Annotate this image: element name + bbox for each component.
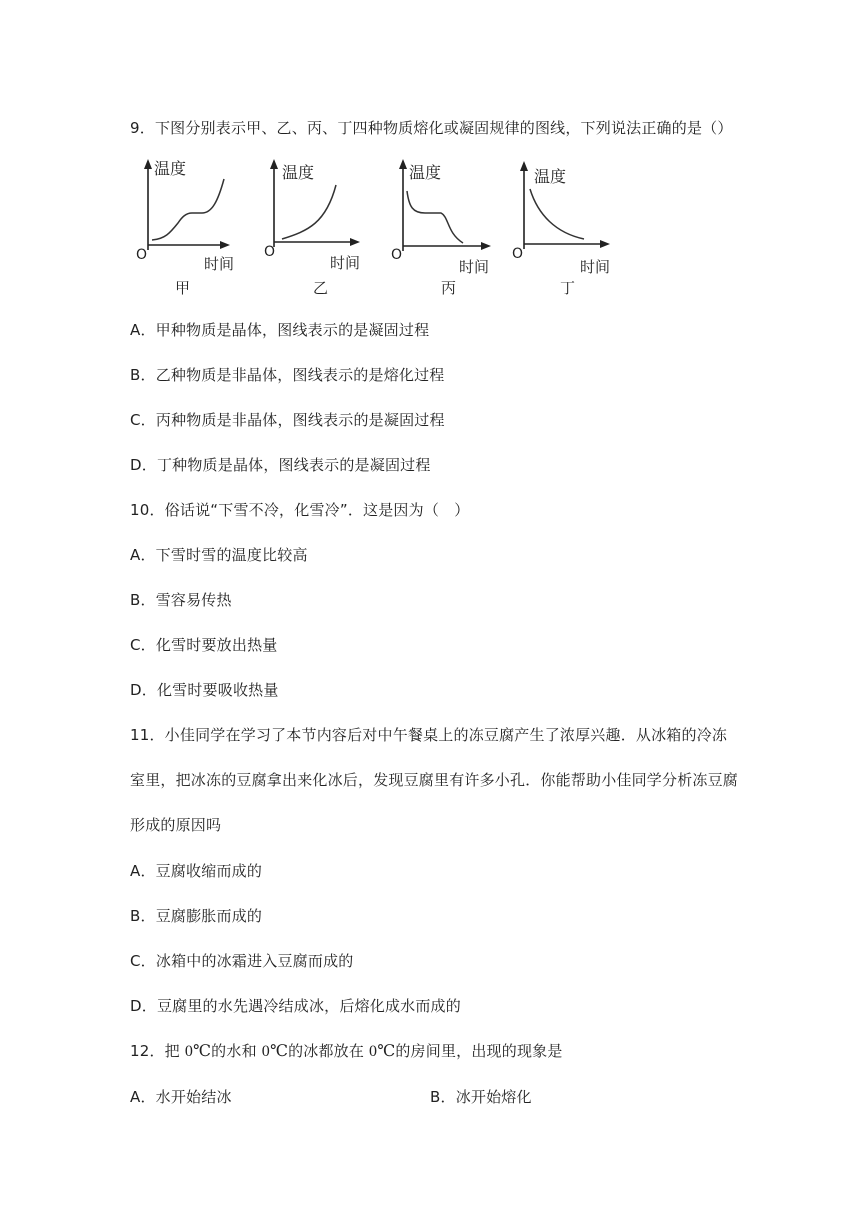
q11-option-d[interactable]: D．豆腐里的水先遇冷结成冰，后熔化成水而成的 [130,997,461,1015]
graph-yi-svg [258,155,378,275]
q11-option-b[interactable]: B．豆腐膨胀而成的 [130,907,263,925]
q12-temp-1: 0℃ [184,1043,212,1060]
q10-option-c[interactable]: C．化雪时要放出热量 [130,636,278,654]
graph-bing-xlabel: 时间 [459,258,490,276]
q12-stem [130,1041,563,1062]
q12-option-a[interactable]: A．水开始结冰 [130,1088,232,1106]
graph-ding-caption: 丁 [560,279,576,297]
graph-yi [258,155,378,279]
graph-ding [508,155,628,284]
graph-jia-caption: 甲 [175,279,191,297]
graph-yi-caption: 乙 [313,279,329,297]
q12-stem-part-3: 的冰都放在 [288,1042,370,1060]
q9-option-d[interactable]: D．丁种物质是晶体，图线表示的是凝固过程 [130,456,431,474]
q11-option-c[interactable]: C．冰箱中的冰霜进入豆腐而成的 [130,952,354,970]
q10-option-b[interactable]: B．雪容易传热 [130,591,232,609]
q12-stem-part-2: 的水和 [211,1042,262,1060]
q10-option-d[interactable]: D．化雪时要吸收热量 [130,681,279,699]
graph-yi-ylabel: 温度 [282,163,315,182]
q12-stem-part-1: 12．把 [130,1042,185,1060]
q11-stem-line-3: 形成的原因吗 [130,816,222,834]
graph-ding-curve [530,189,584,239]
graph-bing-caption: 丙 [441,279,457,297]
graph-jia [130,155,250,279]
graph-jia-origin: O [136,247,148,263]
q12-temp-2: 0℃ [261,1043,289,1060]
graph-jia-xlabel: 时间 [204,255,235,273]
graph-ding-origin: O [512,246,524,262]
graph-ding-xlabel: 时间 [580,258,611,276]
q11-option-a[interactable]: A．豆腐收缩而成的 [130,862,263,880]
graph-jia-curve [152,179,224,240]
q12-option-b[interactable]: B．冰开始熔化 [430,1088,532,1106]
graph-ding-svg [508,155,628,280]
graph-jia-ylabel: 温度 [154,159,187,178]
graph-yi-origin: O [264,244,276,260]
graph-bing-svg [385,155,505,280]
graph-bing-curve [407,191,463,243]
graph-ding-ylabel: 温度 [534,167,567,186]
q9-stem: 9．下图分别表示甲、乙、丙、丁四种物质熔化或凝固规律的图线，下列说法正确的是（） [130,119,733,137]
graph-bing-origin: O [391,247,403,263]
q9-option-c[interactable]: C．丙种物质是非晶体，图线表示的是凝固过程 [130,411,445,429]
graph-bing-ylabel: 温度 [409,163,442,182]
q11-stem-line-1: 11．小佳同学在学习了本节内容后对中午餐桌上的冻豆腐产生了浓厚兴趣．从冰箱的冷冻 [130,726,728,744]
q9-option-a[interactable]: A．甲种物质是晶体，图线表示的是凝固过程 [130,321,430,339]
q11-stem-line-2: 室里，把冰冻的豆腐拿出来化冰后，发现豆腐里有许多小孔．你能帮助小佳同学分析冻豆腐 [130,771,739,789]
graph-bing [385,155,505,284]
q12-temp-3: 0℃ [369,1043,396,1060]
graph-yi-xlabel: 时间 [330,254,361,272]
q12-stem-part-4: 的房间里，出现的现象是 [395,1042,563,1060]
q9-option-b[interactable]: B．乙种物质是非晶体，图线表示的是熔化过程 [130,366,445,384]
q10-stem: 10．俗话说“下雪不冷，化雪冷”．这是因为（ ） [130,501,470,519]
graph-yi-curve [282,185,336,239]
graph-jia-svg [130,155,250,275]
q10-option-a[interactable]: A．下雪时雪的温度比较高 [130,546,308,564]
